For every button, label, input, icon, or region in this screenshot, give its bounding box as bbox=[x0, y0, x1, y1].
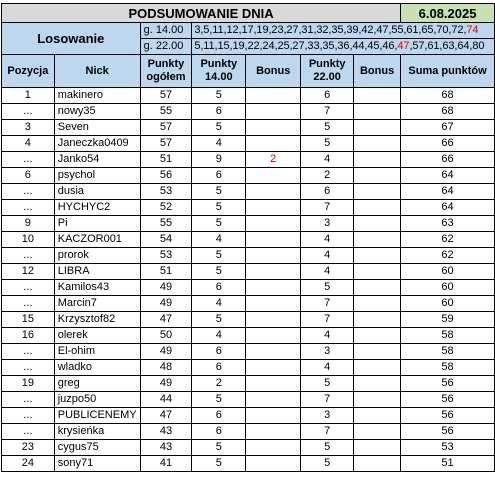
cell-pozycja: 16 bbox=[2, 328, 55, 344]
cell-suma: 68 bbox=[401, 104, 495, 120]
summary-sheet bbox=[1, 3, 495, 472]
cell-nick: LIBRA bbox=[54, 264, 140, 280]
cell-bonus-22 bbox=[354, 152, 401, 168]
cell-suma: 56 bbox=[401, 392, 495, 408]
cell-punkty-ogolem: 49 bbox=[140, 376, 192, 392]
cell-punkty-14: 5 bbox=[192, 120, 246, 136]
cell-bonus-22 bbox=[354, 232, 401, 248]
cell-punkty-ogolem: 52 bbox=[140, 200, 192, 216]
draw-numbers-22-tail: ,57,61,63,64,80 bbox=[409, 40, 485, 52]
cell-suma: 58 bbox=[401, 328, 495, 344]
cell-pozycja: 10 bbox=[2, 232, 55, 248]
cell-punkty-22: 5 bbox=[301, 120, 354, 136]
cell-punkty-ogolem: 48 bbox=[140, 360, 192, 376]
cell-punkty-14: 6 bbox=[192, 104, 246, 120]
cell-suma: 56 bbox=[401, 424, 495, 440]
cell-suma: 66 bbox=[401, 152, 495, 168]
page-title: PODSUMOWANIE DNIA bbox=[2, 4, 401, 23]
col-header-bonus-14: Bonus bbox=[246, 55, 301, 88]
cell-nick: Janeczka0409 bbox=[54, 136, 140, 152]
cell-punkty-14: 2 bbox=[192, 376, 246, 392]
cell-pozycja: ... bbox=[2, 344, 55, 360]
table-row bbox=[2, 328, 495, 344]
table-row bbox=[2, 120, 495, 136]
summary-table bbox=[1, 3, 495, 472]
cell-punkty-ogolem: 53 bbox=[140, 184, 192, 200]
draw-numbers-14-highlight: 74 bbox=[466, 24, 479, 36]
table-row bbox=[2, 456, 495, 472]
cell-punkty-22: 4 bbox=[301, 232, 354, 248]
table-row bbox=[2, 248, 495, 264]
ranking-rows bbox=[2, 88, 495, 472]
cell-punkty-22: 4 bbox=[301, 328, 354, 344]
cell-suma: 60 bbox=[401, 296, 495, 312]
cell-punkty-22: 7 bbox=[301, 424, 354, 440]
cell-nick: olerek bbox=[54, 328, 140, 344]
cell-pozycja: ... bbox=[2, 408, 55, 424]
cell-nick: dusia bbox=[54, 184, 140, 200]
cell-punkty-ogolem: 49 bbox=[140, 296, 192, 312]
cell-bonus-14: 2 bbox=[246, 152, 301, 168]
cell-punkty-22: 2 bbox=[301, 168, 354, 184]
cell-punkty-14: 5 bbox=[192, 200, 246, 216]
cell-pozycja: 24 bbox=[2, 456, 55, 472]
cell-punkty-ogolem: 49 bbox=[140, 344, 192, 360]
cell-punkty-14: 5 bbox=[192, 264, 246, 280]
cell-nick: juzpo50 bbox=[54, 392, 140, 408]
cell-bonus-22 bbox=[354, 216, 401, 232]
cell-punkty-14: 5 bbox=[192, 248, 246, 264]
cell-punkty-22: 6 bbox=[301, 88, 354, 104]
cell-punkty-22: 3 bbox=[301, 216, 354, 232]
cell-suma: 64 bbox=[401, 200, 495, 216]
cell-suma: 56 bbox=[401, 376, 495, 392]
cell-bonus-22 bbox=[354, 328, 401, 344]
cell-pozycja: 6 bbox=[2, 168, 55, 184]
cell-punkty-22: 7 bbox=[301, 104, 354, 120]
cell-punkty-14: 5 bbox=[192, 440, 246, 456]
cell-pozycja: ... bbox=[2, 296, 55, 312]
cell-suma: 64 bbox=[401, 184, 495, 200]
cell-punkty-22: 5 bbox=[301, 136, 354, 152]
cell-bonus-14 bbox=[246, 104, 301, 120]
cell-nick: HYCHYC2 bbox=[54, 200, 140, 216]
table-row bbox=[2, 216, 495, 232]
cell-bonus-22 bbox=[354, 440, 401, 456]
cell-bonus-22 bbox=[354, 312, 401, 328]
table-row bbox=[2, 152, 495, 168]
cell-punkty-14: 4 bbox=[192, 296, 246, 312]
cell-bonus-22 bbox=[354, 104, 401, 120]
cell-punkty-ogolem: 57 bbox=[140, 120, 192, 136]
cell-bonus-14 bbox=[246, 376, 301, 392]
cell-bonus-14 bbox=[246, 248, 301, 264]
cell-punkty-ogolem: 56 bbox=[140, 168, 192, 184]
cell-bonus-22 bbox=[354, 200, 401, 216]
cell-bonus-22 bbox=[354, 136, 401, 152]
draw-numbers-14 bbox=[192, 23, 495, 39]
cell-bonus-14 bbox=[246, 168, 301, 184]
cell-nick: psychol bbox=[54, 168, 140, 184]
cell-bonus-14 bbox=[246, 184, 301, 200]
cell-pozycja: ... bbox=[2, 360, 55, 376]
cell-nick: greg bbox=[54, 376, 140, 392]
cell-suma: 51 bbox=[401, 456, 495, 472]
cell-pozycja: ... bbox=[2, 184, 55, 200]
cell-pozycja: 9 bbox=[2, 216, 55, 232]
cell-suma: 62 bbox=[401, 232, 495, 248]
cell-punkty-14: 4 bbox=[192, 136, 246, 152]
cell-punkty-14: 5 bbox=[192, 392, 246, 408]
cell-nick: krysieńka bbox=[54, 424, 140, 440]
cell-nick: Janko54 bbox=[54, 152, 140, 168]
cell-bonus-14 bbox=[246, 424, 301, 440]
cell-punkty-14: 9 bbox=[192, 152, 246, 168]
cell-bonus-22 bbox=[354, 344, 401, 360]
table-row bbox=[2, 376, 495, 392]
col-header-punkty-22: Punkty 22.00 bbox=[301, 55, 354, 88]
draw-numbers-22-highlight: 47 bbox=[397, 40, 410, 52]
cell-punkty-14: 6 bbox=[192, 408, 246, 424]
cell-pozycja: ... bbox=[2, 280, 55, 296]
cell-bonus-22 bbox=[354, 168, 401, 184]
table-row bbox=[2, 104, 495, 120]
cell-pozycja: 4 bbox=[2, 136, 55, 152]
table-row bbox=[2, 88, 495, 104]
cell-bonus-14 bbox=[246, 136, 301, 152]
cell-punkty-22: 7 bbox=[301, 296, 354, 312]
cell-punkty-22: 5 bbox=[301, 456, 354, 472]
cell-bonus-14 bbox=[246, 360, 301, 376]
cell-punkty-14: 6 bbox=[192, 360, 246, 376]
table-row bbox=[2, 440, 495, 456]
table-row bbox=[2, 392, 495, 408]
cell-punkty-ogolem: 50 bbox=[140, 328, 192, 344]
cell-punkty-14: 5 bbox=[192, 88, 246, 104]
cell-nick: PUBLICENEMY bbox=[54, 408, 140, 424]
cell-punkty-ogolem: 55 bbox=[140, 104, 192, 120]
table-row bbox=[2, 200, 495, 216]
cell-nick: Pi bbox=[54, 216, 140, 232]
col-header-punkty-14: Punkty 14.00 bbox=[192, 55, 246, 88]
cell-bonus-22 bbox=[354, 424, 401, 440]
cell-suma: 59 bbox=[401, 312, 495, 328]
cell-suma: 58 bbox=[401, 344, 495, 360]
col-header-punkty-ogolem: Punkty ogółem bbox=[140, 55, 192, 88]
cell-bonus-14 bbox=[246, 440, 301, 456]
table-row bbox=[2, 168, 495, 184]
cell-punkty-22: 3 bbox=[301, 408, 354, 424]
cell-bonus-14 bbox=[246, 216, 301, 232]
cell-punkty-14: 6 bbox=[192, 168, 246, 184]
cell-bonus-14 bbox=[246, 344, 301, 360]
cell-nick: makinero bbox=[54, 88, 140, 104]
cell-punkty-22: 5 bbox=[301, 376, 354, 392]
table-row bbox=[2, 344, 495, 360]
cell-nick: cygus75 bbox=[54, 440, 140, 456]
draw-numbers-22 bbox=[192, 39, 495, 55]
losowanie-label: Losowanie bbox=[2, 23, 141, 55]
cell-suma: 60 bbox=[401, 280, 495, 296]
cell-bonus-14 bbox=[246, 200, 301, 216]
cell-pozycja: ... bbox=[2, 104, 55, 120]
cell-nick: KACZOR001 bbox=[54, 232, 140, 248]
draw-numbers-22-main: 5,11,15,19,22,24,25,27,33,35,36,44,45,46, bbox=[194, 40, 398, 52]
draw-numbers-14-main: 3,5,11,12,17,19,23,27,31,32,35,39,42,47,55,61,65,70,72, bbox=[194, 24, 467, 36]
cell-bonus-14 bbox=[246, 232, 301, 248]
cell-pozycja: ... bbox=[2, 248, 55, 264]
cell-punkty-22: 7 bbox=[301, 200, 354, 216]
table-row bbox=[2, 136, 495, 152]
table-row bbox=[2, 360, 495, 376]
cell-punkty-ogolem: 57 bbox=[140, 136, 192, 152]
cell-punkty-14: 5 bbox=[192, 312, 246, 328]
cell-punkty-ogolem: 41 bbox=[140, 456, 192, 472]
cell-punkty-ogolem: 47 bbox=[140, 408, 192, 424]
cell-punkty-ogolem: 43 bbox=[140, 424, 192, 440]
cell-suma: 66 bbox=[401, 136, 495, 152]
cell-bonus-14 bbox=[246, 456, 301, 472]
cell-nick: Kamilos43 bbox=[54, 280, 140, 296]
cell-punkty-22: 4 bbox=[301, 360, 354, 376]
cell-punkty-14: 5 bbox=[192, 184, 246, 200]
table-row bbox=[2, 408, 495, 424]
cell-bonus-14 bbox=[246, 408, 301, 424]
cell-nick: Seven bbox=[54, 120, 140, 136]
cell-punkty-22: 7 bbox=[301, 312, 354, 328]
date-cell: 6.08.2025 bbox=[401, 4, 495, 23]
cell-bonus-22 bbox=[354, 120, 401, 136]
cell-pozycja: ... bbox=[2, 200, 55, 216]
cell-bonus-22 bbox=[354, 264, 401, 280]
cell-suma: 56 bbox=[401, 408, 495, 424]
draw-time-22: g. 22.00 bbox=[140, 39, 192, 55]
cell-pozycja: 23 bbox=[2, 440, 55, 456]
cell-nick: Marcin7 bbox=[54, 296, 140, 312]
cell-suma: 68 bbox=[401, 88, 495, 104]
cell-punkty-ogolem: 44 bbox=[140, 392, 192, 408]
cell-suma: 64 bbox=[401, 168, 495, 184]
table-row bbox=[2, 296, 495, 312]
table-row bbox=[2, 280, 495, 296]
cell-nick: prorok bbox=[54, 248, 140, 264]
cell-punkty-ogolem: 51 bbox=[140, 264, 192, 280]
table-row bbox=[2, 232, 495, 248]
cell-pozycja: 3 bbox=[2, 120, 55, 136]
cell-bonus-14 bbox=[246, 88, 301, 104]
cell-punkty-22: 5 bbox=[301, 280, 354, 296]
col-header-pozycja: Pozycja bbox=[2, 55, 55, 88]
cell-bonus-22 bbox=[354, 456, 401, 472]
cell-punkty-ogolem: 53 bbox=[140, 248, 192, 264]
cell-punkty-22: 3 bbox=[301, 344, 354, 360]
cell-punkty-22: 7 bbox=[301, 392, 354, 408]
cell-pozycja: ... bbox=[2, 392, 55, 408]
cell-suma: 63 bbox=[401, 216, 495, 232]
cell-bonus-14 bbox=[246, 328, 301, 344]
cell-nick: sony71 bbox=[54, 456, 140, 472]
cell-punkty-ogolem: 51 bbox=[140, 152, 192, 168]
cell-bonus-22 bbox=[354, 408, 401, 424]
cell-punkty-14: 5 bbox=[192, 216, 246, 232]
cell-punkty-14: 6 bbox=[192, 344, 246, 360]
cell-punkty-22: 5 bbox=[301, 440, 354, 456]
cell-punkty-ogolem: 47 bbox=[140, 312, 192, 328]
cell-punkty-22: 4 bbox=[301, 152, 354, 168]
cell-punkty-ogolem: 57 bbox=[140, 88, 192, 104]
cell-punkty-14: 5 bbox=[192, 456, 246, 472]
cell-bonus-14 bbox=[246, 264, 301, 280]
cell-pozycja: 19 bbox=[2, 376, 55, 392]
cell-punkty-ogolem: 55 bbox=[140, 216, 192, 232]
cell-suma: 67 bbox=[401, 120, 495, 136]
cell-punkty-14: 4 bbox=[192, 232, 246, 248]
table-row bbox=[2, 424, 495, 440]
cell-bonus-14 bbox=[246, 120, 301, 136]
cell-bonus-14 bbox=[246, 280, 301, 296]
table-row bbox=[2, 184, 495, 200]
cell-bonus-22 bbox=[354, 296, 401, 312]
cell-bonus-22 bbox=[354, 280, 401, 296]
cell-pozycja: 1 bbox=[2, 88, 55, 104]
cell-punkty-ogolem: 54 bbox=[140, 232, 192, 248]
cell-punkty-22: 6 bbox=[301, 184, 354, 200]
cell-punkty-14: 6 bbox=[192, 280, 246, 296]
cell-punkty-ogolem: 43 bbox=[140, 440, 192, 456]
col-header-suma: Suma punktów bbox=[401, 55, 495, 88]
table-row bbox=[2, 312, 495, 328]
cell-suma: 60 bbox=[401, 264, 495, 280]
cell-bonus-22 bbox=[354, 88, 401, 104]
cell-bonus-14 bbox=[246, 312, 301, 328]
table-row bbox=[2, 264, 495, 280]
col-header-nick: Nick bbox=[54, 55, 140, 88]
cell-nick: Krzysztof82 bbox=[54, 312, 140, 328]
cell-suma: 58 bbox=[401, 360, 495, 376]
cell-pozycja: ... bbox=[2, 424, 55, 440]
cell-punkty-ogolem: 49 bbox=[140, 280, 192, 296]
draw-time-14: g. 14.00 bbox=[140, 23, 192, 39]
cell-bonus-22 bbox=[354, 392, 401, 408]
cell-suma: 62 bbox=[401, 248, 495, 264]
cell-nick: nowy35 bbox=[54, 104, 140, 120]
cell-punkty-22: 4 bbox=[301, 264, 354, 280]
cell-punkty-14: 4 bbox=[192, 328, 246, 344]
cell-bonus-14 bbox=[246, 392, 301, 408]
cell-bonus-22 bbox=[354, 376, 401, 392]
cell-bonus-22 bbox=[354, 248, 401, 264]
cell-nick: wladko bbox=[54, 360, 140, 376]
col-header-bonus-22: Bonus bbox=[354, 55, 401, 88]
cell-bonus-14 bbox=[246, 296, 301, 312]
cell-punkty-22: 4 bbox=[301, 248, 354, 264]
cell-nick: El-ohim bbox=[54, 344, 140, 360]
cell-pozycja: ... bbox=[2, 152, 55, 168]
cell-bonus-22 bbox=[354, 360, 401, 376]
cell-suma: 53 bbox=[401, 440, 495, 456]
cell-bonus-22 bbox=[354, 184, 401, 200]
cell-pozycja: 15 bbox=[2, 312, 55, 328]
cell-punkty-14: 6 bbox=[192, 424, 246, 440]
cell-pozycja: 12 bbox=[2, 264, 55, 280]
